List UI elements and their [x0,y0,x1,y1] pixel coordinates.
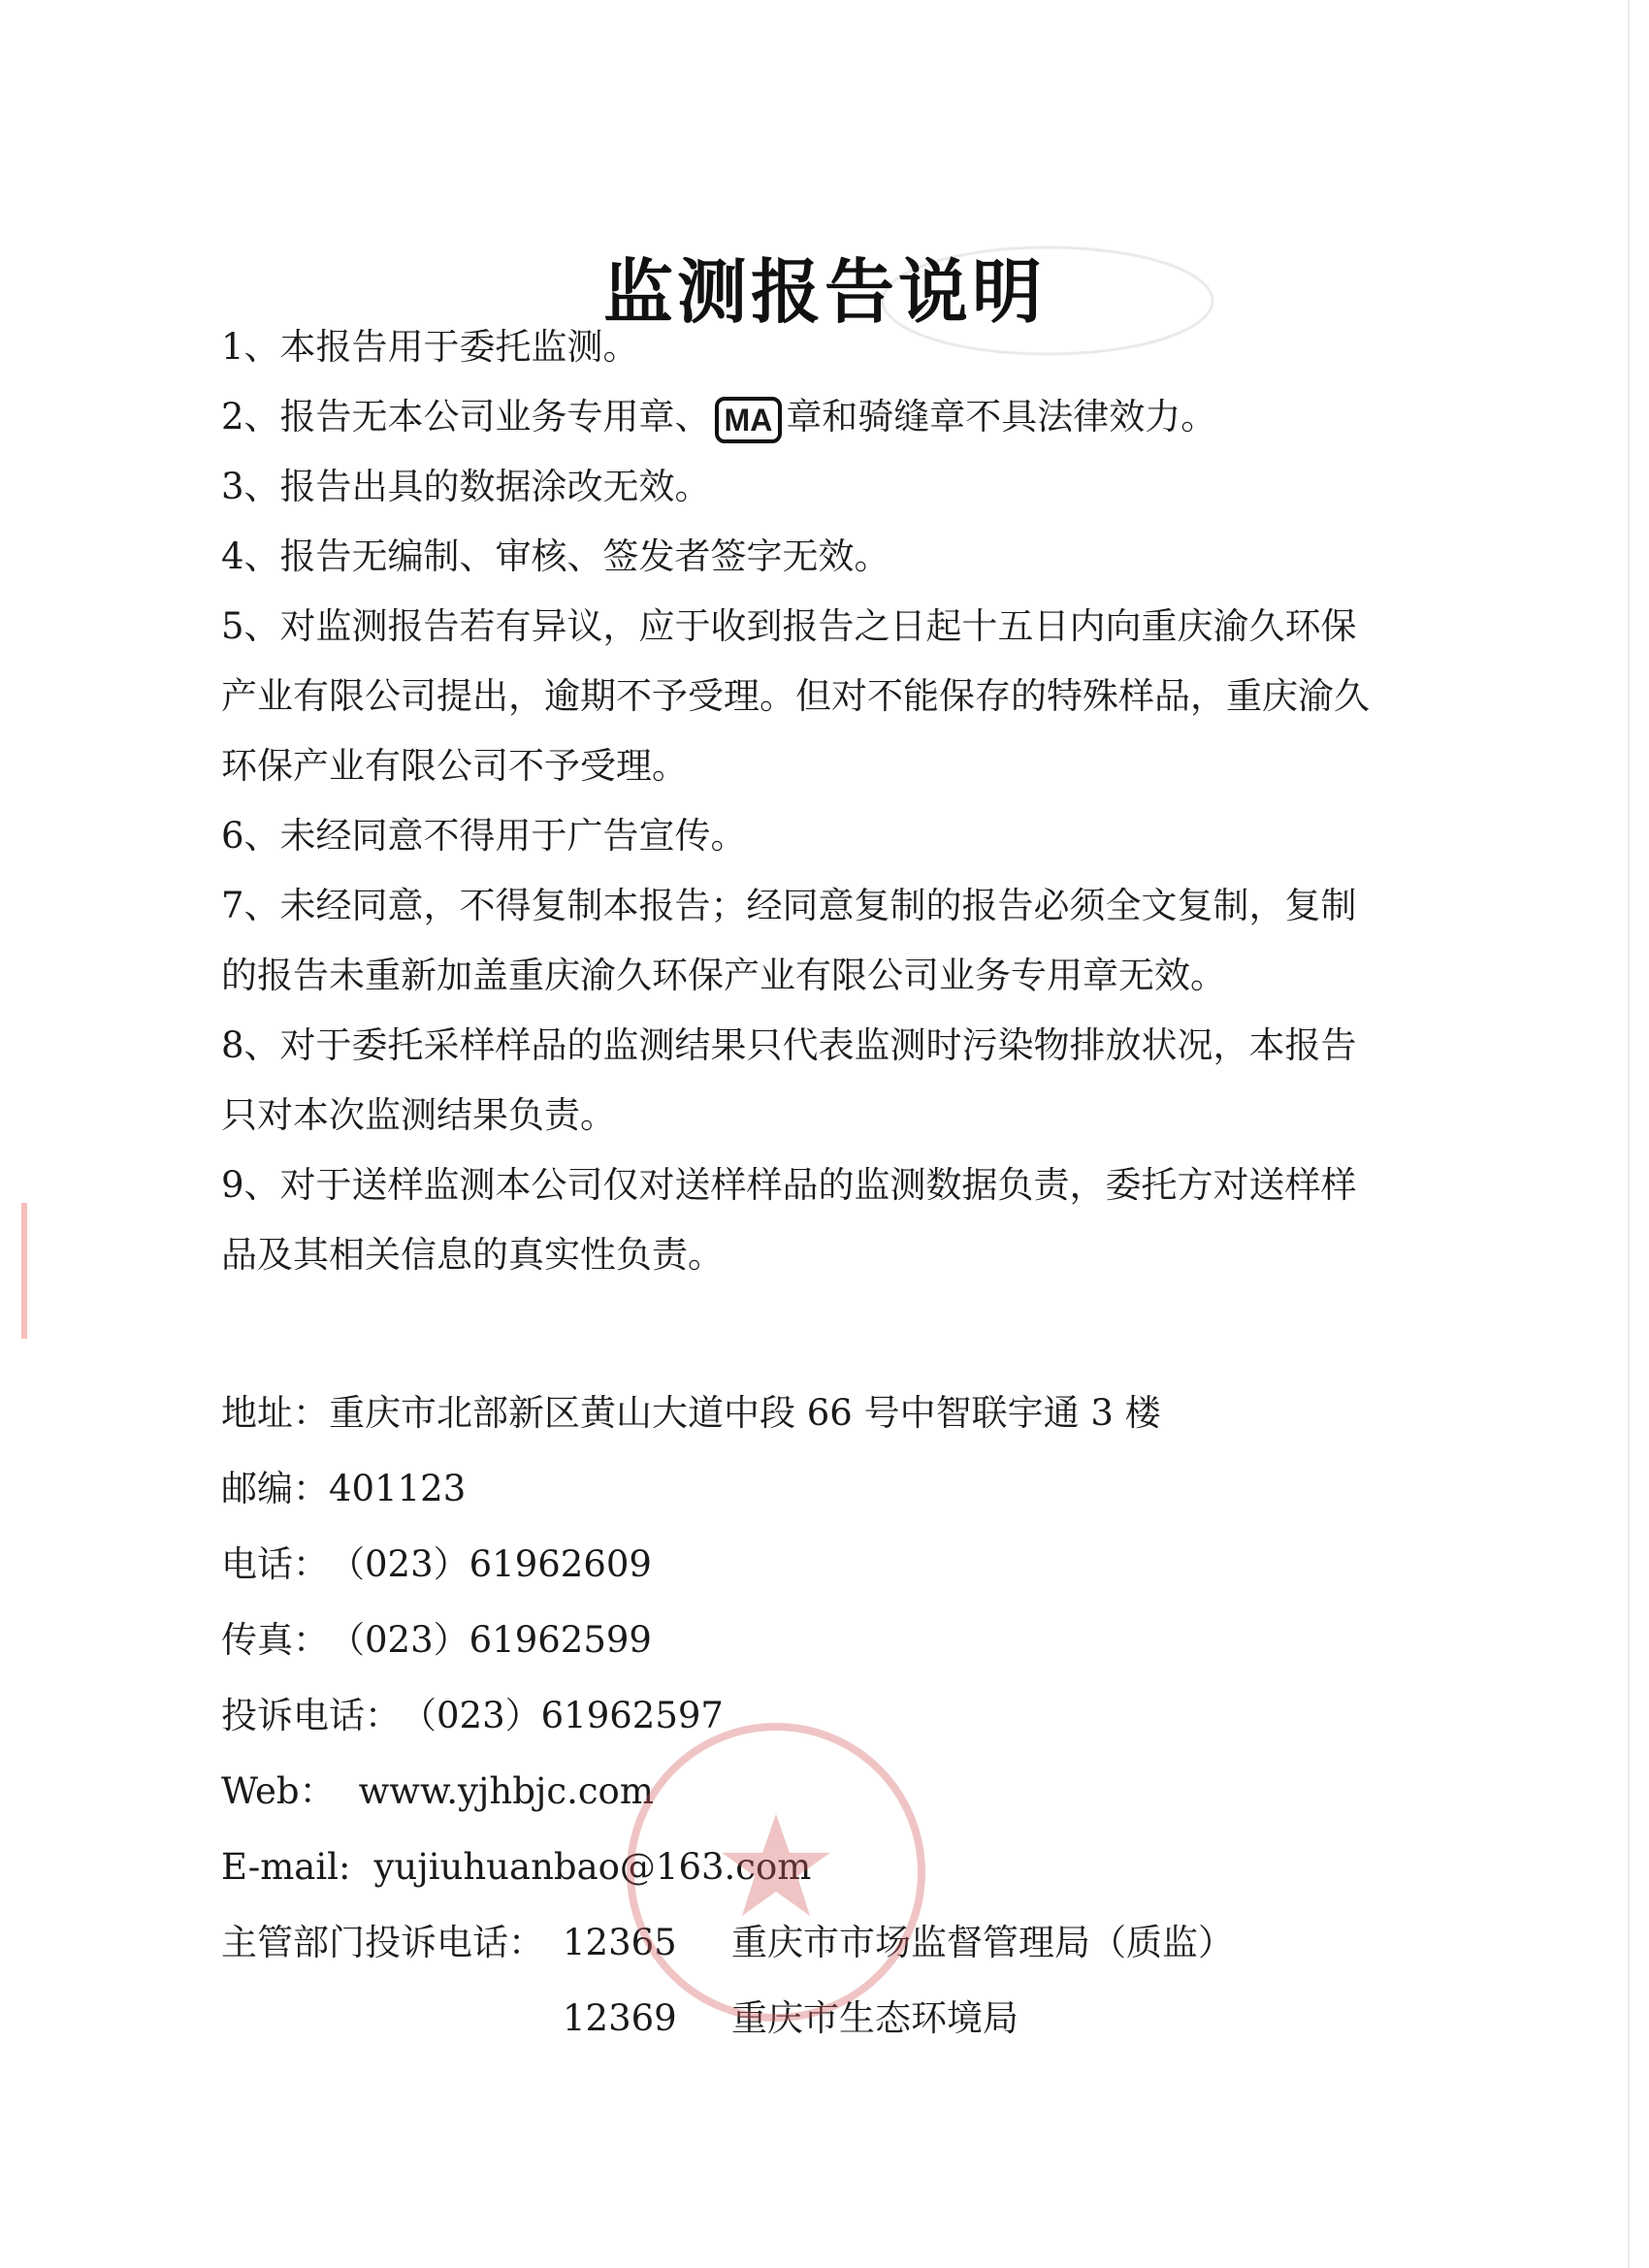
side-seal-mark [21,1203,56,1339]
note-item-1: 1、本报告用于委托监测。 [221,326,639,368]
web-link[interactable]: www.yjhbjc.com [358,1770,654,1812]
company-seal-icon [621,1717,931,2027]
note-item-2: 2、报告无本公司业务专用章、 MA 章和骑缝章不具法律效力。 [221,382,1424,452]
note-item-5: 5、对监测报告若有异议，应于收到报告之日起十五日内向重庆渝久环保 产业有限公司提出，逾期不予受理。但对不能保存的特殊样品，重庆渝久 环保产业有限公司不予受理。 [221,605,1370,787]
fax-row: 传真：（023）61962599 [221,1619,652,1661]
note-item-4: 4、报告无编制、审核、签发者签字无效。 [221,535,890,577]
hotline-agency: 重庆市生态环境局 [731,1997,1018,2039]
phone-row: 电话：（023）61962609 [221,1543,652,1585]
hotline-row-1: 主管部门投诉电话： 12365 重庆市市场监督管理局（质监） [221,1905,1424,1981]
complaint-row: 投诉电话：（023）61962597 [221,1695,724,1736]
email-link[interactable]: yujiuhuanbao@163.com [373,1846,812,1888]
hotline-number: 12365 [563,1922,677,1963]
zip-row: 邮编：401123 [221,1468,467,1509]
address-row: 地址：重庆市北部新区黄山大道中段 66 号中智联宇通 3 楼 [221,1392,1161,1434]
web-row: Web： www.yjhbjc.com [221,1754,1424,1830]
hotline-agency: 重庆市市场监督管理局（质监） [731,1922,1234,1963]
hotline-number: 12369 [563,1997,677,2039]
note-item-9: 9、对于送样监测本公司仅对送样样品的监测数据负责，委托方对送样样 品及其相关信息的真实性负责。 [221,1164,1357,1276]
page-title: 监测报告说明 [602,250,1046,334]
page-edge [1628,0,1630,2268]
email-row: E-mail: yujiuhuanbao@163.com [221,1830,1424,1905]
cma-mark-icon: MA [715,397,783,443]
notes-list [221,312,1424,1290]
note-item-3: 3、报告出具的数据涂改无效。 [221,466,711,507]
note-item-7: 7、未经同意，不得复制本报告；经同意复制的报告必须全文复制，复制 的报告未重新加盖重庆渝久环保产业有限公司业务专用章无效。 [221,885,1357,996]
note-item-6: 6、未经同意不得用于广告宣传。 [221,815,747,857]
note-item-8: 8、对于委托采样样品的监测结果只代表监测时污染物排放状况，本报告 只对本次监测结果负责。 [221,1024,1357,1136]
